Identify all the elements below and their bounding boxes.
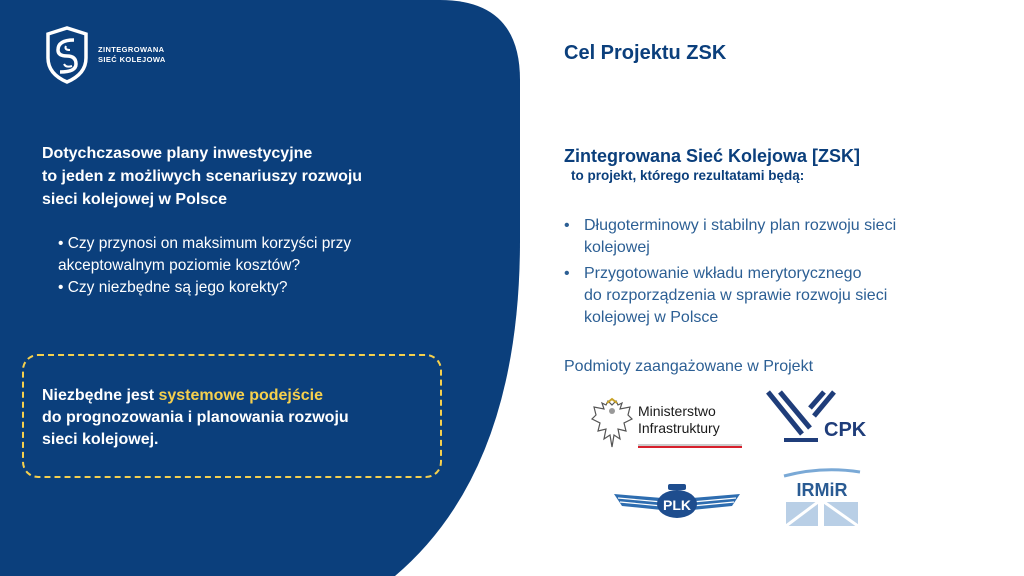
left-bullet-line: akceptowalnym poziomie kosztów? <box>58 257 301 274</box>
mi-line2: Infrastruktury <box>638 420 720 436</box>
ministerstwo-logo <box>590 397 750 457</box>
mi-line1: Ministerstwo <box>638 403 716 419</box>
flag-bar <box>638 444 742 448</box>
cpk-text: CPK <box>824 419 867 441</box>
cpk-logo <box>766 390 876 446</box>
irmir-mark-icon <box>782 464 862 528</box>
left-heading: Dotychczasowe plany inwestycyjne to jeden z możliwych scenariuszy rozwoju sieci kolejowej w Polsce <box>42 145 363 208</box>
zsk-logo <box>44 26 166 84</box>
callout-text: Niezbędne jest systemowe podejście do prognozowania i planowania rozwoju sieci kolejowej. <box>42 387 349 448</box>
partners-heading: Podmioty zaangażowane w Projekt <box>564 358 814 375</box>
irmir-text: IRMiR <box>796 480 848 500</box>
plk-logo <box>612 480 742 524</box>
plk-text: PLK <box>663 497 691 513</box>
polish-eagle-icon <box>590 397 634 453</box>
irmir-logo <box>782 464 862 528</box>
cpk-mark-icon <box>766 390 876 446</box>
page-title: Cel Projektu ZSK <box>564 42 727 64</box>
right-bullet-item: • Przygotowanie wkładu merytorycznego do rozporządzenia w sprawie rozwoju sieci kolejowej w Polsce <box>564 263 984 329</box>
brand-line1: ZINTEGROWANA <box>98 45 165 54</box>
brand-line2: SIEĆ KOLEJOWA <box>98 55 166 64</box>
right-subheading: to projekt, którego rezultatami będą: <box>571 168 805 183</box>
left-bullet-list <box>58 233 438 299</box>
zsk-shield-icon <box>44 26 90 84</box>
plk-winged-icon <box>612 480 742 524</box>
left-bullet-line: • Czy niezbędne są jego korekty? <box>58 279 288 296</box>
callout-highlight: systemowe podejście <box>158 387 323 404</box>
left-bullet-line: • Czy przynosi on maksimum korzyści przy <box>58 235 352 252</box>
right-bullet-item: • Długoterminowy i stabilny plan rozwoju sieci kolejowej <box>564 215 984 259</box>
right-heading: Zintegrowana Sieć Kolejowa [ZSK] <box>564 146 861 166</box>
right-bullet-list <box>564 215 984 333</box>
